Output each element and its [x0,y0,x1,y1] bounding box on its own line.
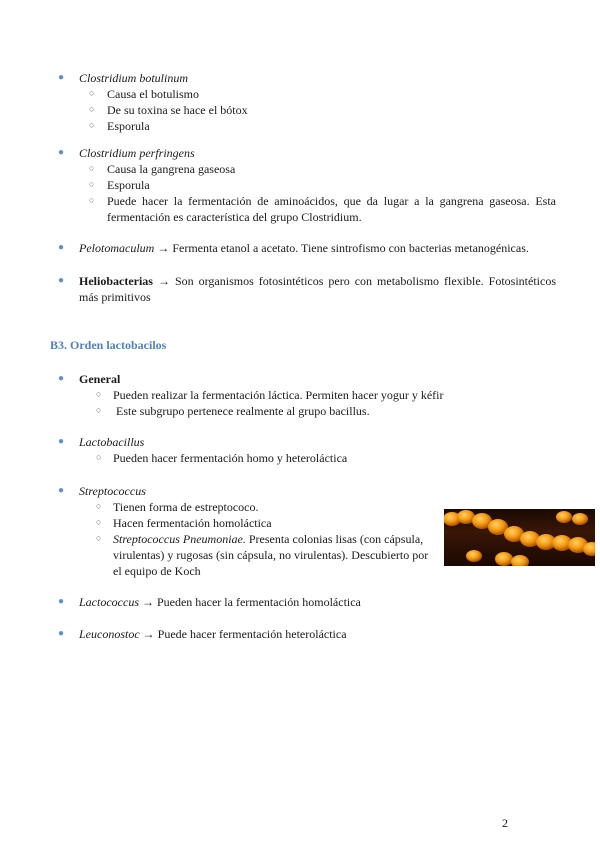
list-item: De su toxina se hace el bótox [107,103,248,117]
list-item: Esporula [107,119,150,133]
bullet: ● [58,373,65,384]
streptococcus-photo [444,509,595,566]
sub-bullet: ○ [96,452,102,462]
sub-bullet: ○ [89,195,95,205]
list-item: Esporula [107,178,150,192]
list-item: Streptococcus Pneumoniae. Presenta colonias lisas (con cápsula, virulentas) y rugosas (sin cápsula, no virulentas). Descubierto por el equipo de Koch [113,532,429,578]
section-text: Leuconostoc → Puede hacer fermentación heteroláctica [79,627,347,641]
sub-bullet: ○ [89,120,95,130]
section-title: Lactobacillus [79,435,145,449]
sub-bullet: ○ [89,104,95,114]
sub-bullet: ○ [89,179,95,189]
list-item: Pueden hacer fermentación homo y heteroláctica [113,451,348,465]
sub-bullet: ○ [96,533,102,543]
sub-bullet: ○ [96,405,102,415]
bullet: ● [58,596,65,607]
list-item: Puede hacer la fermentación de aminoácidos, que da lugar a la gangrena gaseosa. Esta fermentación es característica del grupo Clostridium. [107,194,556,224]
section-title: Clostridium botulinum [79,71,189,85]
bullet: ● [58,242,65,253]
bullet: ● [58,436,65,447]
bullet: ● [58,147,65,158]
list-item: Hacen fermentación homoláctica [113,516,272,530]
sub-bullet: ○ [96,517,102,527]
page-number: 2 [502,816,508,830]
list-item: Pueden realizar la fermentación láctica. Permiten hacer yogur y kéfir [113,388,444,402]
sub-bullet: ○ [89,163,95,173]
sub-bullet: ○ [96,389,102,399]
section-heading: B3. Orden lactobacilos [50,338,167,352]
list-item: Causa la gangrena gaseosa [107,162,236,176]
sub-bullet: ○ [89,88,95,98]
section-title: Streptococcus [79,484,146,498]
sub-bullet: ○ [96,501,102,511]
section-text: Pelotomaculum → Fermenta etanol a acetato. Tiene sintrofismo con bacterias metanogénicas. [79,241,529,255]
section-text: Heliobacterias → Son organismos fotosintéticos pero con metabolismo flexible. Fotosintéticos más primitivos [79,274,557,304]
list-item: Causa el botulismo [107,87,199,101]
streptococcus-chain-illustration [444,509,595,566]
bullet: ● [58,485,65,496]
bullet: ● [58,72,65,83]
bullet: ● [58,628,65,639]
list-item: Tienen forma de estreptococo. [113,500,259,514]
section-title: Clostridium perfringens [79,146,195,160]
bullet: ● [58,275,65,286]
list-item: Este subgrupo pertenece realmente al grupo bacillus. [116,404,370,418]
section-title: General [79,372,121,386]
section-text: Lactococcus → Pueden hacer la fermentación homoláctica [79,595,361,609]
